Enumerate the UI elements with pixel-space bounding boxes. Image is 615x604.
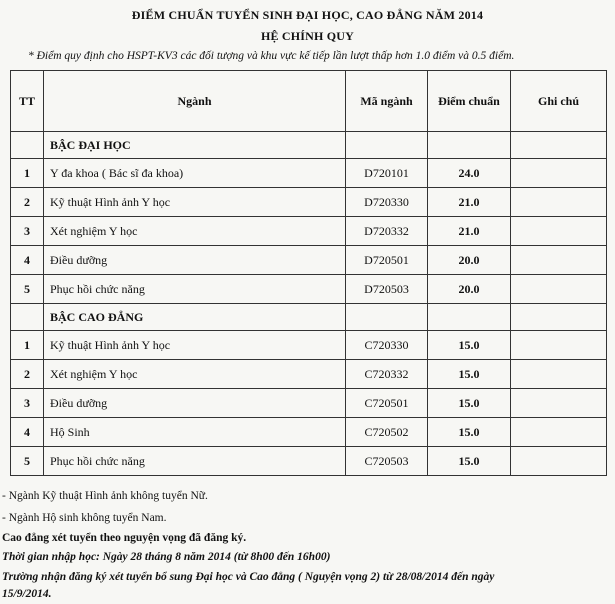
major-name: Phục hồi chức năng xyxy=(44,275,346,304)
section-tt-cell xyxy=(11,304,44,331)
section-tt-cell xyxy=(11,132,44,159)
footer-enrollment-time: Thời gian nhập học: Ngày 28 tháng 8 năm 2014 (từ 8h00 đến 16h00) xyxy=(2,551,331,563)
row-number: 2 xyxy=(11,188,44,217)
footer-note-1: - Ngành Kỹ thuật Hình ảnh không tuyển Nữ. xyxy=(2,490,208,502)
note-cell xyxy=(511,217,607,246)
cutoff-score: 15.0 xyxy=(428,418,511,447)
major-code: D720101 xyxy=(346,159,428,188)
header-ma-nganh: Mã ngành xyxy=(346,71,428,132)
score-note: * Điểm quy định cho HSPT-KV3 các đối tượng và khu vực kế tiếp lần lượt thấp hơn 1.0 điểm và 0.5 điểm. xyxy=(28,50,515,62)
cutoff-score: 15.0 xyxy=(428,389,511,418)
table-row xyxy=(11,447,607,476)
note-cell xyxy=(511,331,607,360)
major-code: C720330 xyxy=(346,331,428,360)
cutoff-score: 15.0 xyxy=(428,331,511,360)
table-header-row xyxy=(11,71,607,132)
note-cell xyxy=(511,447,607,476)
table-row xyxy=(11,360,607,389)
row-number: 5 xyxy=(11,447,44,476)
major-code: C720501 xyxy=(346,389,428,418)
section-empty-cell xyxy=(428,132,511,159)
table-row xyxy=(11,188,607,217)
admission-score-table xyxy=(10,70,607,476)
major-name: Điều dưỡng xyxy=(44,246,346,275)
major-name: Hộ Sinh xyxy=(44,418,346,447)
row-number: 1 xyxy=(11,331,44,360)
section-empty-cell xyxy=(346,132,428,159)
row-number: 4 xyxy=(11,246,44,275)
header-ghi-chu: Ghi chú xyxy=(511,71,607,132)
header-diem-chuan: Điểm chuẩn xyxy=(428,71,511,132)
cutoff-score: 21.0 xyxy=(428,217,511,246)
footer-note-3: Cao đẳng xét tuyển theo nguyện vọng đã đăng ký. xyxy=(2,532,247,544)
major-name: Y đa khoa ( Bác sĩ đa khoa) xyxy=(44,159,346,188)
note-cell xyxy=(511,418,607,447)
cutoff-score: 15.0 xyxy=(428,447,511,476)
document-subtitle: HỆ CHÍNH QUY xyxy=(260,29,355,43)
row-number: 3 xyxy=(11,217,44,246)
footer-supplementary-registration: Trường nhận đăng ký xét tuyển bổ sung Đại học và Cao đẳng ( Nguyện vọng 2) từ 28/08/2014 đến ngày xyxy=(2,571,495,583)
row-number: 3 xyxy=(11,389,44,418)
note-cell xyxy=(511,159,607,188)
row-number: 5 xyxy=(11,275,44,304)
section-row xyxy=(11,304,607,331)
footer-supplementary-end-date: 15/9/2014. xyxy=(2,588,52,600)
table-row xyxy=(11,275,607,304)
row-number: 4 xyxy=(11,418,44,447)
major-name: Kỹ thuật Hình ảnh Y học xyxy=(44,331,346,360)
header-nganh: Ngành xyxy=(44,71,346,132)
table-row xyxy=(11,331,607,360)
note-cell xyxy=(511,360,607,389)
table-row xyxy=(11,217,607,246)
note-cell xyxy=(511,188,607,217)
row-number: 2 xyxy=(11,360,44,389)
major-code: C720502 xyxy=(346,418,428,447)
cutoff-score: 15.0 xyxy=(428,360,511,389)
major-code: C720503 xyxy=(346,447,428,476)
cutoff-score: 20.0 xyxy=(428,275,511,304)
header-tt: TT xyxy=(11,71,44,132)
row-number: 1 xyxy=(11,159,44,188)
section-empty-cell xyxy=(346,304,428,331)
cutoff-score: 24.0 xyxy=(428,159,511,188)
footer-note-2: - Ngành Hộ sinh không tuyển Nam. xyxy=(2,512,167,524)
major-code: D720330 xyxy=(346,188,428,217)
major-name: Điều dưỡng xyxy=(44,389,346,418)
section-empty-cell xyxy=(511,304,607,331)
section-empty-cell xyxy=(428,304,511,331)
note-cell xyxy=(511,246,607,275)
table-row xyxy=(11,389,607,418)
cutoff-score: 21.0 xyxy=(428,188,511,217)
table-row xyxy=(11,246,607,275)
major-code: D720501 xyxy=(346,246,428,275)
table-row xyxy=(11,159,607,188)
section-title: BẬC ĐẠI HỌC xyxy=(44,132,346,159)
major-name: Xét nghiệm Y học xyxy=(44,360,346,389)
note-cell xyxy=(511,275,607,304)
note-cell xyxy=(511,389,607,418)
section-title: BẬC CAO ĐẲNG xyxy=(44,304,346,331)
table-row xyxy=(11,418,607,447)
major-name: Phục hồi chức năng xyxy=(44,447,346,476)
cutoff-score: 20.0 xyxy=(428,246,511,275)
major-code: D720503 xyxy=(346,275,428,304)
major-name: Kỹ thuật Hình ảnh Y học xyxy=(44,188,346,217)
major-name: Xét nghiệm Y học xyxy=(44,217,346,246)
section-row xyxy=(11,132,607,159)
major-code: C720332 xyxy=(346,360,428,389)
major-code: D720332 xyxy=(346,217,428,246)
document-title: ĐIỂM CHUẨN TUYỂN SINH ĐẠI HỌC, CAO ĐẲNG NĂM 2014 xyxy=(131,8,484,22)
section-empty-cell xyxy=(511,132,607,159)
